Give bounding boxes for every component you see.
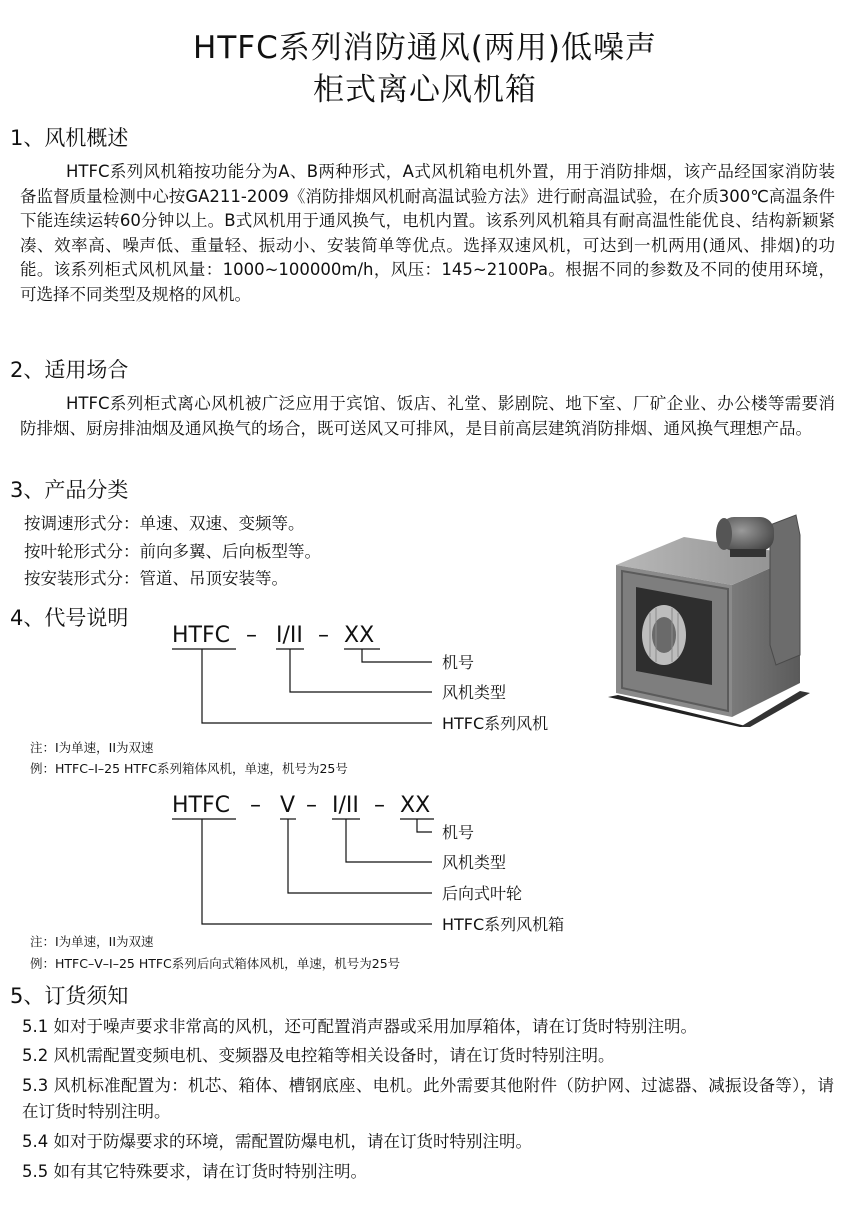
order-note: 5.2 风机需配置变频电机、变频器及电控箱等相关设备时，请在订货时特别注明。 [22,1046,615,1065]
code2-note: 注：I为单速，II为双速 [30,934,154,949]
code2-label-type: 风机类型 [442,853,507,872]
page-title-line1: HTFC系列消防通风(两用)低噪声 [193,30,657,66]
code1-label-number: 机号 [442,653,475,672]
section5-heading: 5、订货须知 [10,984,129,1008]
code1-example: 例：HTFC–I–25 HTFC系列箱体风机，单速，机号为25号 [30,761,348,776]
code1-label-type: 风机类型 [442,683,507,702]
code2-dash: – [250,793,261,818]
order-note: 5.3 风机标准配置为：机芯、箱体、槽钢底座、电机。此外需要其他附件（防护网、过滤器、减振设备等），请在订货时特别注明。 [22,1076,834,1121]
section2-heading: 2、适用场合 [10,358,129,382]
code1-dash: – [318,623,329,648]
section1-text: HTFC系列风机箱按功能分为A、B两种形式，A式风机箱电机外置，用于消防排烟，该产品经国家消防装备监督质量检测中心按GA211-2009《消防排烟风机耐高温试验方法》进行耐高温试验，在介质300℃高温条件下能连续运转60分钟以上。B式风机用于通风换气，电机内置。该系列风机箱具有耐高温性能优良、结构新颖紧凑、效率高、噪声低、重量轻、振动小、安装简单等优点。选择双速风机，可达到一机两用(通风、排烟)的功能。该系列柜式风机风量：1000~100000m/h，风压：145~2100Pa。根据不同的参数及不同的使用环境，可选择不同类型及规格的风机。 [20,162,835,304]
code1-label-series: HTFC系列风机 [442,714,549,733]
classification-item: 按叶轮形式分：前向多翼、后向板型等。 [24,542,321,561]
code-diagram-1 [0,612,600,742]
page-title-line2: 柜式离心风机箱 [313,72,537,108]
classification-item: 按安装形式分：管道、吊顶安装等。 [24,569,288,588]
section1-heading: 1、风机概述 [10,126,129,150]
fan-cabinet-image [600,505,840,745]
code2-label-series: HTFC系列风机箱 [442,915,565,934]
code2-label-impeller: 后向式叶轮 [442,884,523,903]
order-note: 5.4 如对于防爆要求的环境，需配置防爆电机，请在订货时特别注明。 [22,1132,532,1151]
code2-example: 例：HTFC–V–I–25 HTFC系列后向式箱体风机，单速，机号为25号 [30,956,401,971]
order-note: 5.5 如有其它特殊要求，请在订货时特别注明。 [22,1162,367,1181]
code1-dash: – [246,623,257,648]
code2-part-impeller: V [280,793,296,818]
code2-part-speed: I/II [332,793,359,818]
code2-dash: – [306,793,317,818]
code-diagram-2 [0,780,620,940]
section1-body [20,160,835,307]
code1-part-number: XX [344,623,375,648]
code2-dash: – [374,793,385,818]
code1-part-htfc: HTFC [172,623,230,648]
code1-part-speed: I/II [276,623,303,648]
classification-item: 按调速形式分：单速、双速、变频等。 [24,514,305,533]
order-note: 5.1 如对于噪声要求非常高的风机，还可配置消声器或采用加厚箱体，请在订货时特别注明。 [22,1017,697,1036]
section2-body [20,392,835,441]
section2-text: HTFC系列柜式离心风机被广泛应用于宾馆、饭店、礼堂、影剧院、地下室、厂矿企业、办公楼等需要消防排烟、厨房排油烟及通风换气的场合，既可送风又可排风，是目前高层建筑消防排烟、通风换气理想产品。 [20,394,835,438]
code2-part-number: XX [400,793,431,818]
section4-heading: 4、代号说明 [10,606,129,630]
code2-label-number: 机号 [442,823,475,842]
section3-heading: 3、产品分类 [10,478,129,502]
code2-part-htfc: HTFC [172,793,230,818]
code1-note: 注：I为单速，II为双速 [30,740,154,755]
